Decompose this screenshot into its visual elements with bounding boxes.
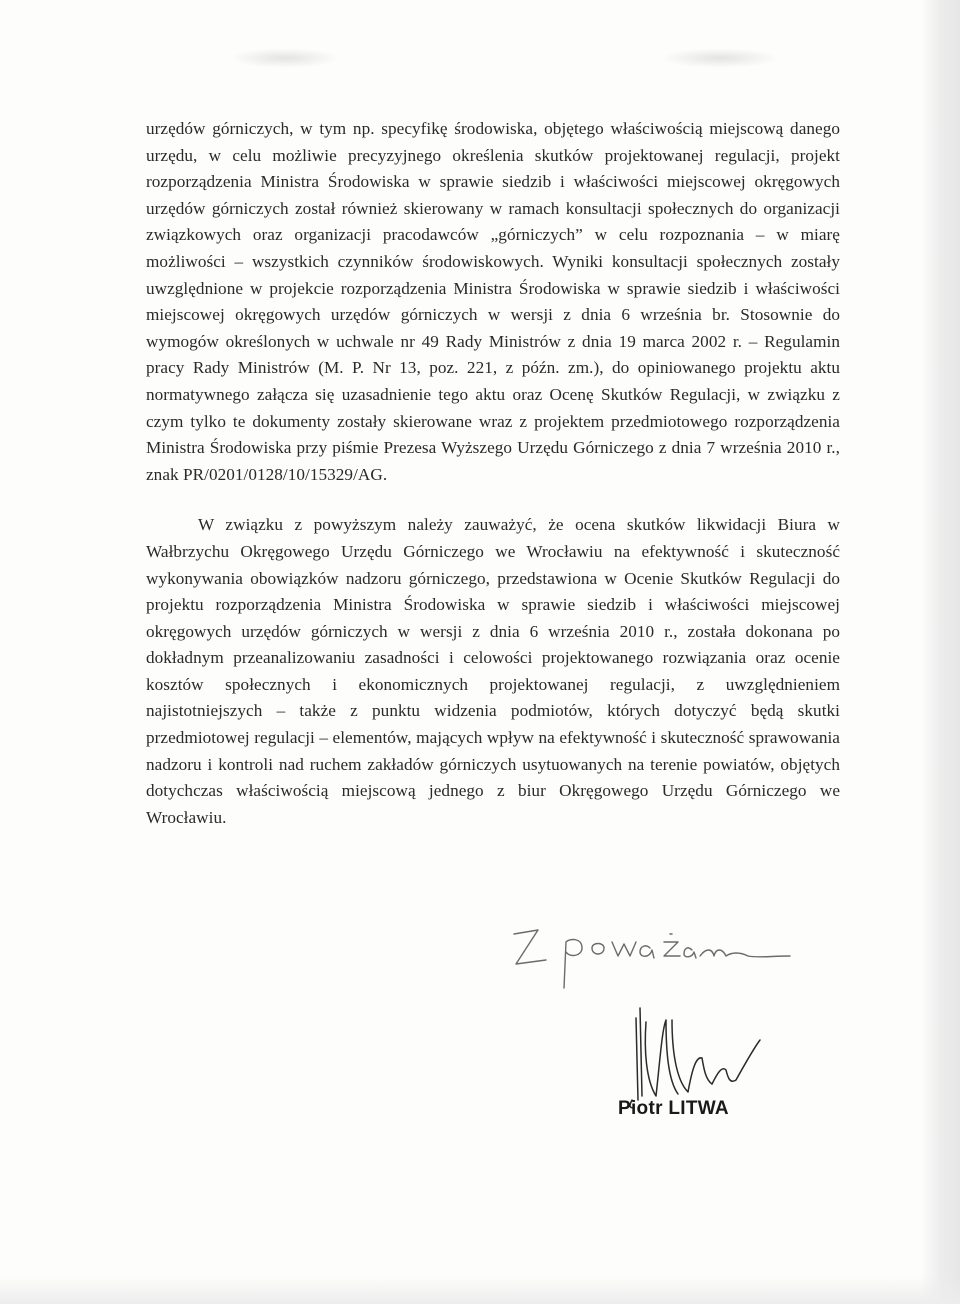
signature-autograph: [612, 1000, 772, 1110]
signer-name: Piotr LITWA: [618, 1098, 729, 1119]
handwritten-closing: [500, 912, 800, 992]
paragraph-1: urzędów górniczych, w tym np. specyfikę środowiska, objętego właściwością miejscową danego urzędu, w celu możliwie precyzyjnego określenia skutków projektowanej regulacji, projekt rozporządzenia Ministra Środowiska w sprawie siedzib i właściwości miejscowej okręgowych urzędów górniczych został również skierowany w ramach konsultacji społecznych do organizacji związkowych oraz organizacji pracodawców „górniczych” w celu rozpoznania – w miarę możliwości – wszystkich czynników środowiskowych. Wyniki konsultacji społecznych zostały uwzględnione w projekcie rozporządzenia Ministra Środowiska w sprawie siedzib i właściwości miejscowej okręgowych urzędów górniczych w wersji z dnia 6 września br. Stosownie do wymogów określonych w uchwale nr 49 Rady Ministrów z dnia 19 marca 2002 r. – Regulamin pracy Rady Ministrów (M. P. Nr 13, poz. 221, z późn. zm.), do opiniowanego projektu aktu normatywnego załącza się uzasadnienie tego aktu oraz Ocenę Skutków Regulacji, w związku z czym tylko te dokumenty zostały skierowane wraz z projektem przedmiotowego rozporządzenia Ministra Środowiska przy piśmie Prezesa Wyższego Urzędu Górniczego z dnia 7 września 2010 r., znak PR/0201/0128/10/15329/AG.: [146, 119, 840, 484]
scan-bleed-mark-left: [230, 48, 340, 68]
letter-body: [146, 116, 840, 831]
paragraph-2: W związku z powyższym należy zauważyć, że ocena skutków likwidacji Biura w Wałbrzychu Okręgowego Urzędu Górniczego we Wrocławiu na efektywność i skuteczność wykonywania obowiązków nadzoru górniczego, przedstawiona w Ocenie Skutków Regulacji do projektu rozporządzenia Ministra Środowiska w sprawie siedzib i właściwości miejscowej okręgowych urzędów górniczych w wersji z dnia 6 września 2010 r., została dokonana po dokładnym przeanalizowaniu zasadności i celowości projektowanego rozwiązania oraz ocenie kosztów społecznych i ekonomicznych projektowanej regulacji, z uwzględnieniem najistotniejszych – także z punktu widzenia podmiotów, których dotyczyć będą skutki przedmiotowej regulacji – elementów, mających wpływ na efektywność i skuteczność sprawowania nadzoru i kontroli nad ruchem zakładów górniczych usytuowanych na terenie powiatów, objętych dotychczas właściwością miejscową jednego z biur Okręgowego Urzędu Górniczego we Wrocławiu.: [146, 515, 840, 827]
scan-edge-shadow-right: [920, 0, 960, 1304]
scan-edge-shadow-bottom: [0, 1276, 960, 1304]
scan-bleed-mark-right: [660, 48, 780, 68]
